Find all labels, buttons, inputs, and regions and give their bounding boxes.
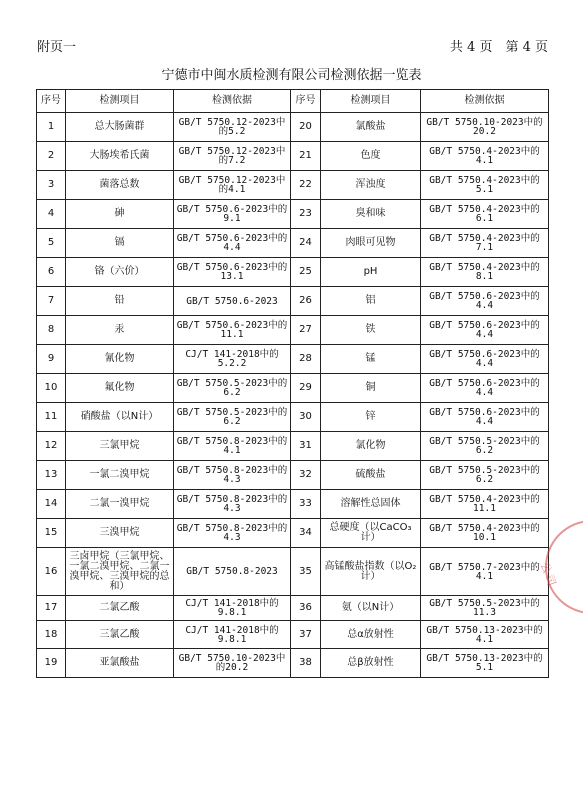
table-row — [37, 171, 549, 200]
test-basis: GB/T 5750.12-2023中的4.1 — [174, 171, 291, 200]
detection-basis-table — [36, 89, 549, 678]
table-row — [37, 258, 549, 287]
test-item: 镉 — [66, 229, 174, 258]
test-item: 浑浊度 — [321, 171, 421, 200]
test-basis: GB/T 5750.4-2023中的4.1 — [421, 142, 549, 171]
row-number: 33 — [291, 490, 321, 519]
test-item: 总α放射性 — [321, 621, 421, 649]
row-number: 6 — [37, 258, 66, 287]
test-basis: GB/T 5750.6-2023中的4.4 — [421, 287, 549, 316]
test-item: 锌 — [321, 403, 421, 432]
test-basis: GB/T 5750.6-2023中的11.1 — [174, 316, 291, 345]
test-item: 铅 — [66, 287, 174, 316]
test-basis: GB/T 5750.6-2023中的4.4 — [174, 229, 291, 258]
table-header-row — [37, 90, 549, 113]
row-number: 32 — [291, 461, 321, 490]
row-number: 31 — [291, 432, 321, 461]
test-basis: GB/T 5750.5-2023中的6.2 — [174, 374, 291, 403]
row-number: 10 — [37, 374, 66, 403]
page-indicator: 共 4 页 第 4 页 — [449, 40, 548, 55]
test-basis: GB/T 5750.8-2023中的4.3 — [174, 461, 291, 490]
row-number: 1 — [37, 113, 66, 142]
header-item-right: 检测项目 — [321, 90, 421, 113]
test-item: 氯酸盐 — [321, 113, 421, 142]
test-item: 铜 — [321, 374, 421, 403]
test-basis: GB/T 5750.6-2023 — [174, 287, 291, 316]
row-number: 20 — [291, 113, 321, 142]
row-number: 29 — [291, 374, 321, 403]
test-basis: GB/T 5750.5-2023中的6.2 — [421, 432, 549, 461]
test-basis: GB/T 5750.8-2023 — [174, 548, 291, 596]
test-item: 亚氯酸盐 — [66, 649, 174, 678]
table-row — [37, 113, 549, 142]
table-row — [37, 432, 549, 461]
test-item: 菌落总数 — [66, 171, 174, 200]
row-number: 35 — [291, 548, 321, 596]
test-item: 铁 — [321, 316, 421, 345]
table-row — [37, 142, 549, 171]
test-basis: GB/T 5750.5-2023中的11.3 — [421, 596, 549, 621]
row-number: 28 — [291, 345, 321, 374]
row-number: 22 — [291, 171, 321, 200]
appendix-label: 附页一 — [37, 40, 77, 55]
test-item: 铬（六价） — [66, 258, 174, 287]
test-item: 大肠埃希氏菌 — [66, 142, 174, 171]
test-basis: GB/T 5750.10-2023中的20.2 — [421, 113, 549, 142]
test-item: 硝酸盐（以N计） — [66, 403, 174, 432]
row-number: 27 — [291, 316, 321, 345]
row-number: 4 — [37, 200, 66, 229]
row-number: 13 — [37, 461, 66, 490]
test-item: 总大肠菌群 — [66, 113, 174, 142]
row-number: 16 — [37, 548, 66, 596]
row-number: 14 — [37, 490, 66, 519]
test-basis: CJ/T 141-2018中的9.8.1 — [174, 596, 291, 621]
test-basis: GB/T 5750.5-2023中的6.2 — [174, 403, 291, 432]
row-number: 36 — [291, 596, 321, 621]
row-number: 37 — [291, 621, 321, 649]
test-item: 氰化物 — [66, 345, 174, 374]
test-basis: GB/T 5750.4-2023中的7.1 — [421, 229, 549, 258]
test-item: 锰 — [321, 345, 421, 374]
row-number: 7 — [37, 287, 66, 316]
test-item: 二氯一溴甲烷 — [66, 490, 174, 519]
row-number: 26 — [291, 287, 321, 316]
row-number: 21 — [291, 142, 321, 171]
test-basis: GB/T 5750.13-2023中的5.1 — [421, 649, 549, 678]
test-item: 一氯二溴甲烷 — [66, 461, 174, 490]
test-basis: GB/T 5750.6-2023中的9.1 — [174, 200, 291, 229]
header-no-right: 序号 — [291, 90, 321, 113]
table-row — [37, 519, 549, 548]
test-item: 肉眼可见物 — [321, 229, 421, 258]
test-basis: GB/T 5750.8-2023中的4.3 — [174, 519, 291, 548]
test-basis: GB/T 5750.13-2023中的4.1 — [421, 621, 549, 649]
row-number: 11 — [37, 403, 66, 432]
row-number: 12 — [37, 432, 66, 461]
test-basis: GB/T 5750.6-2023中的13.1 — [174, 258, 291, 287]
test-item: 总β放射性 — [321, 649, 421, 678]
test-item: 铝 — [321, 287, 421, 316]
row-number: 9 — [37, 345, 66, 374]
test-basis: GB/T 5750.4-2023中的11.1 — [421, 490, 549, 519]
table-row — [37, 287, 549, 316]
page-title: 宁德市中闽水质检测有限公司检测依据一览表 — [161, 68, 422, 83]
test-item: 汞 — [66, 316, 174, 345]
table-row — [37, 200, 549, 229]
test-basis: GB/T 5750.6-2023中的4.4 — [421, 403, 549, 432]
test-item: 硫酸盐 — [321, 461, 421, 490]
test-basis: GB/T 5750.8-2023中的4.1 — [174, 432, 291, 461]
test-basis: CJ/T 141-2018中的9.8.1 — [174, 621, 291, 649]
table-row — [37, 621, 549, 649]
test-basis: GB/T 5750.4-2023中的8.1 — [421, 258, 549, 287]
test-item: 臭和味 — [321, 200, 421, 229]
test-item: 砷 — [66, 200, 174, 229]
test-item: 氟化物 — [66, 374, 174, 403]
test-basis: CJ/T 141-2018中的5.2.2 — [174, 345, 291, 374]
test-basis: GB/T 5750.4-2023中的5.1 — [421, 171, 549, 200]
test-basis: GB/T 5750.4-2023中的6.1 — [421, 200, 549, 229]
test-basis: GB/T 5750.6-2023中的4.4 — [421, 316, 549, 345]
row-number: 2 — [37, 142, 66, 171]
test-item: 总硬度（以CaCO₃计） — [321, 519, 421, 548]
test-basis: GB/T 5750.12-2023中的7.2 — [174, 142, 291, 171]
company-seal-text: 公司 — [537, 560, 560, 590]
test-item: 三氯甲烷 — [66, 432, 174, 461]
row-number: 3 — [37, 171, 66, 200]
table-row — [37, 316, 549, 345]
header-item-left: 检测项目 — [66, 90, 174, 113]
test-basis: GB/T 5750.5-2023中的6.2 — [421, 461, 549, 490]
table-row — [37, 461, 549, 490]
test-item: 高锰酸盐指数（以O₂计） — [321, 548, 421, 596]
table-row — [37, 490, 549, 519]
test-item: 三卤甲烷（三氯甲烷、一氯二溴甲烷、二氯一溴甲烷、三溴甲烷的总和） — [66, 548, 174, 596]
header-basis-left: 检测依据 — [174, 90, 291, 113]
table-row — [37, 649, 549, 678]
row-number: 23 — [291, 200, 321, 229]
row-number: 5 — [37, 229, 66, 258]
test-basis: GB/T 5750.8-2023中的4.3 — [174, 490, 291, 519]
test-item: 三氯乙酸 — [66, 621, 174, 649]
header-basis-right: 检测依据 — [421, 90, 549, 113]
test-item: 色度 — [321, 142, 421, 171]
table-row — [37, 229, 549, 258]
table-row — [37, 345, 549, 374]
test-basis: GB/T 5750.12-2023中的5.2 — [174, 113, 291, 142]
row-number: 17 — [37, 596, 66, 621]
row-number: 19 — [37, 649, 66, 678]
table-row — [37, 596, 549, 621]
row-number: 30 — [291, 403, 321, 432]
test-item: pH — [321, 258, 421, 287]
test-basis: GB/T 5750.10-2023中的20.2 — [174, 649, 291, 678]
row-number: 18 — [37, 621, 66, 649]
test-item: 溶解性总固体 — [321, 490, 421, 519]
test-basis: GB/T 5750.6-2023中的4.4 — [421, 345, 549, 374]
test-item: 氨（以N计） — [321, 596, 421, 621]
test-item: 氯化物 — [321, 432, 421, 461]
row-number: 25 — [291, 258, 321, 287]
table-row — [37, 403, 549, 432]
header-no-left: 序号 — [37, 90, 66, 113]
row-number: 38 — [291, 649, 321, 678]
row-number: 24 — [291, 229, 321, 258]
test-basis: GB/T 5750.7-2023中的4.1 — [421, 548, 549, 596]
table-row — [37, 374, 549, 403]
test-item: 三溴甲烷 — [66, 519, 174, 548]
table-row — [37, 548, 549, 596]
test-item: 二氯乙酸 — [66, 596, 174, 621]
test-basis: GB/T 5750.6-2023中的4.4 — [421, 374, 549, 403]
test-basis: GB/T 5750.4-2023中的10.1 — [421, 519, 549, 548]
row-number: 15 — [37, 519, 66, 548]
row-number: 34 — [291, 519, 321, 548]
row-number: 8 — [37, 316, 66, 345]
